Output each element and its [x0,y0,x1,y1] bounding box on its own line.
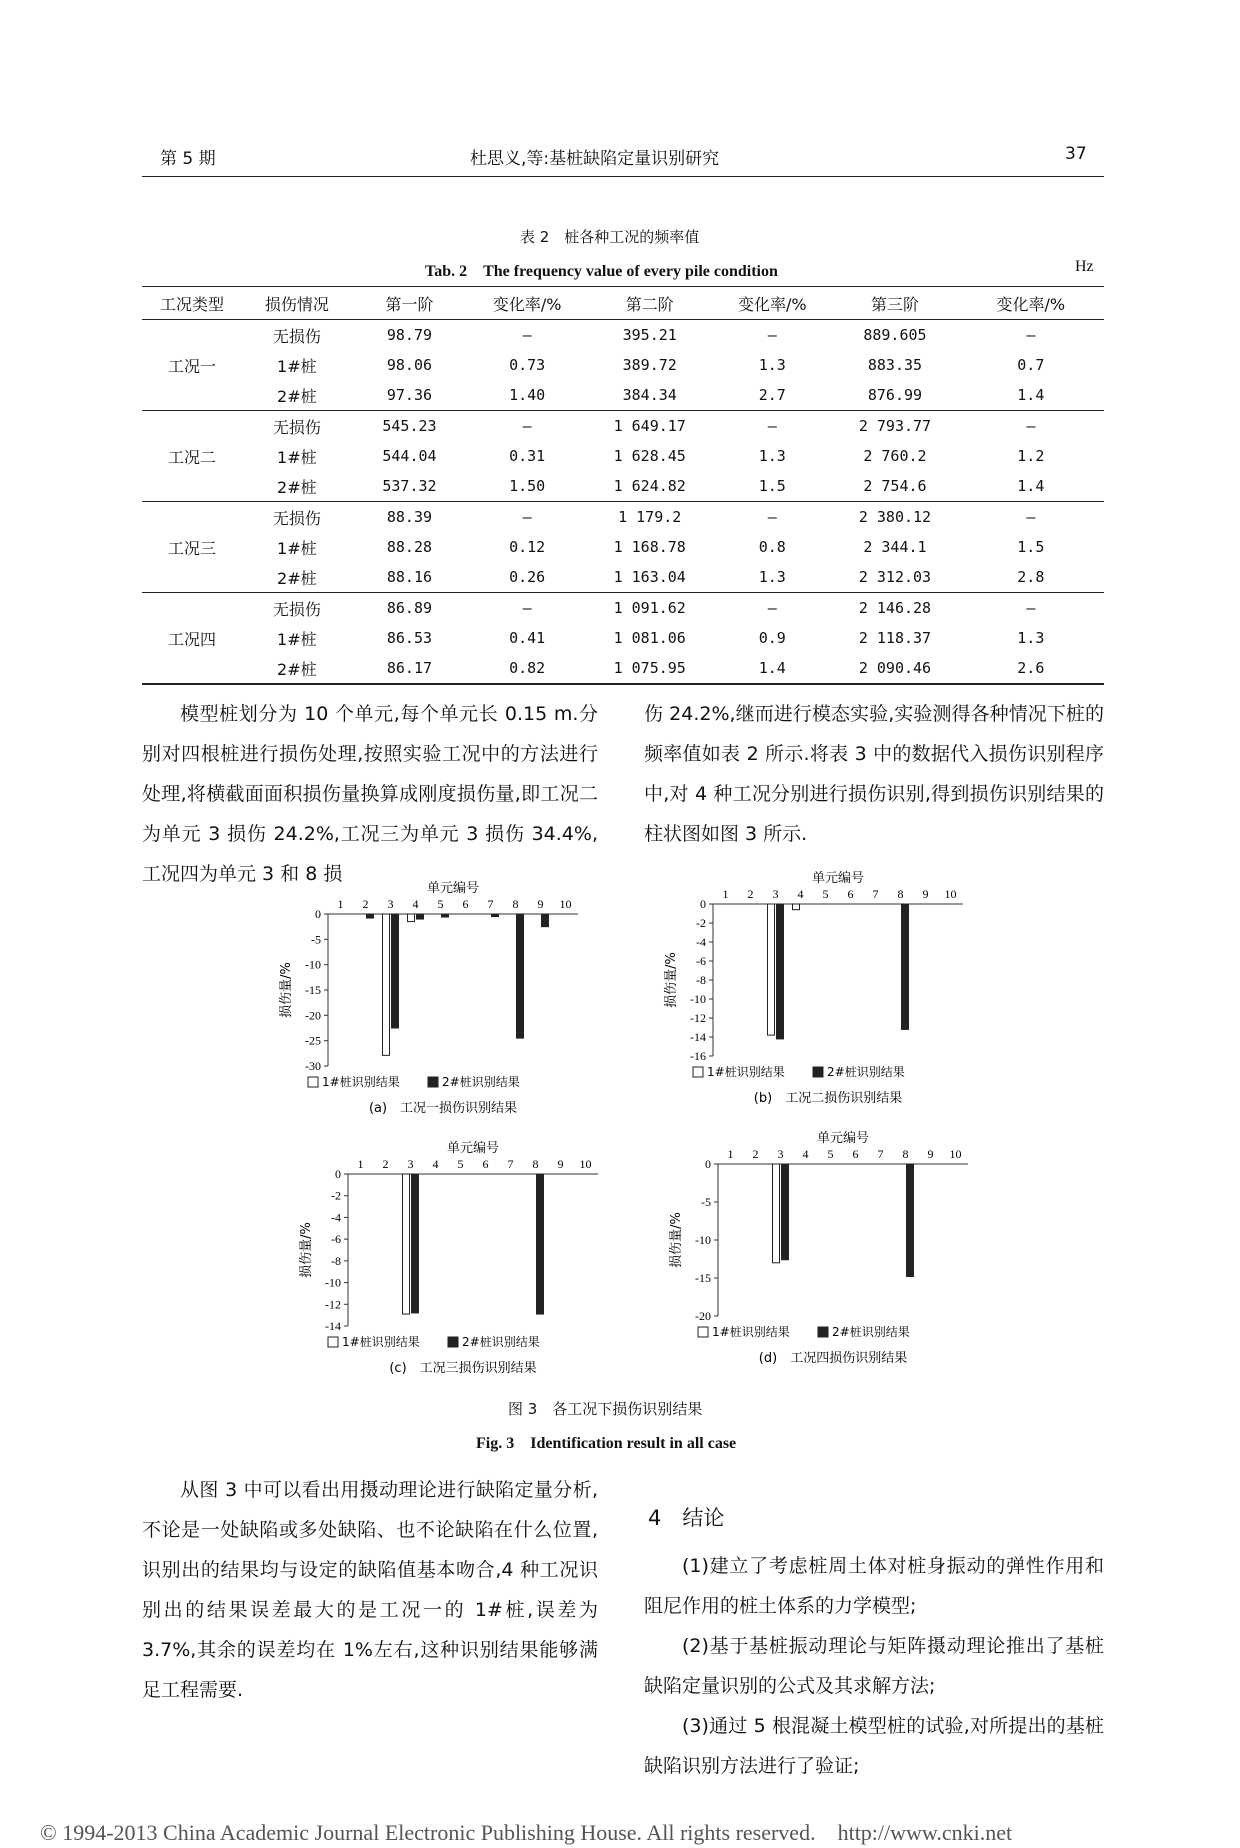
y-tick-label: -14 [325,1319,341,1333]
chart-subtitle: (a) 工况一损伤识别结果 [368,1101,518,1116]
frequency-table [142,286,1104,685]
x-tick-label: 3 [772,887,779,901]
x-tick-label: 8 [902,1147,909,1161]
value-cell: 2 380.12 [858,508,932,526]
y-tick-label: -5 [701,1195,711,1209]
y-tick-label: -10 [695,1233,711,1247]
value-cell: — [1026,508,1036,526]
chart-b [655,870,1035,1125]
x-tick-label: 10 [559,897,572,911]
x-tick-label: 3 [387,897,394,911]
bar-pile2 [537,1174,544,1314]
y-axis-title: 损伤量/% [664,952,679,1008]
table-row [142,350,1104,380]
y-tick-label: 0 [335,1167,341,1181]
x-axis-title: 单元编号 [811,871,865,886]
y-tick-label: -14 [690,1030,706,1044]
table-caption-cn: 表 2 桩各种工况的频率值 [520,228,700,246]
x-tick-label: 1 [727,1147,734,1161]
chart-c [290,1140,660,1385]
value-cell: 98.06 [386,356,433,374]
table-row [142,532,1104,562]
value-cell: 2 090.46 [832,653,957,684]
legend-swatch [308,1077,318,1087]
damage-cell: 无损伤 [272,508,321,528]
x-tick-label: 8 [897,887,904,901]
value-cell: 88.39 [386,508,433,526]
bar-pile2 [367,914,374,918]
value-cell: 1.3 [712,562,832,593]
bar-pile1 [768,904,775,1035]
table-caption-en: Tab. 2 The frequency value of every pile condition [425,263,778,280]
legend-swatch [448,1337,458,1347]
value-cell: — [767,417,777,435]
table-row [142,320,1104,351]
value-cell: 2 793.77 [858,417,932,435]
damage-cell: 无损伤 [272,326,321,346]
value-cell: 2 754.6 [832,471,957,502]
journal-issue: 第 5 期 [160,149,216,169]
figure-caption-cn: 图 3 各工况下损伤识别结果 [508,1400,703,1418]
value-cell: 0.26 [467,562,587,593]
col-header: 第三阶 [832,287,957,320]
y-tick-label: -12 [325,1297,341,1312]
value-cell: — [522,417,532,435]
value-cell: 2.7 [712,380,832,411]
value-cell: 0.82 [467,653,587,684]
value-cell: 1.40 [467,380,587,411]
condition-cell: 工况四 [142,593,242,685]
y-tick-label: -6 [331,1232,341,1247]
bar-pile2 [777,904,784,1039]
value-cell: 1.3 [758,356,786,374]
value-cell: 1.5 [712,471,832,502]
conclusion-1: (1)建立了考虑桩周土体对桩身振动的弹性作用和阻尼作用的桩土体系的力学模型; [644,1555,1104,1617]
table-row [142,471,1104,502]
damage-cell: 1#桩 [277,356,317,376]
damage-cell: 2#桩 [242,471,352,502]
value-cell: 0.31 [509,447,546,465]
x-tick-label: 6 [462,897,469,911]
paragraph-right-1: 伤 24.2%,继而进行模态实验,实验测得各种情况下桩的频率值如表 2 所示.将表 3 中的数据代入损伤识别程序中,对 4 种工况分别进行损伤识别,得到损伤识别结果的柱状图如图 3 所示. [644,703,1104,845]
chart-subtitle: (d) 工况四损伤识别结果 [758,1351,908,1366]
value-cell: 0.73 [509,356,546,374]
y-tick-label: -15 [305,983,321,997]
x-axis-title: 单元编号 [816,1131,870,1146]
y-tick-label: -25 [305,1033,321,1048]
value-cell: 0.12 [509,538,546,556]
conclusion-2: (2)基于基桩振动理论与矩阵摄动理论推出了基桩缺陷定量识别的公式及其求解方法; [644,1635,1104,1697]
running-title: 杜思义,等:基桩缺陷定量识别研究 [470,149,720,169]
table-row [142,562,1104,593]
y-axis-title: 损伤量/% [669,1212,684,1268]
damage-cell: 2#桩 [242,380,352,411]
bar-pile1 [793,904,800,910]
legend-label: 1#桩识别结果 [342,1335,420,1349]
value-cell: 2.8 [958,562,1104,593]
y-axis-title: 损伤量/% [299,1222,314,1278]
value-cell: 88.28 [386,538,433,556]
x-tick-label: 10 [944,887,957,901]
x-tick-label: 3 [777,1147,784,1161]
legend-swatch [328,1337,338,1347]
legend-swatch [693,1067,703,1077]
y-tick-label: -6 [696,954,706,968]
bar-pile2 [492,914,499,917]
y-tick-label: -10 [305,957,321,972]
x-tick-label: 2 [752,1147,759,1161]
y-tick-label: -30 [305,1059,321,1073]
x-tick-label: 5 [437,897,444,911]
value-cell: 1 075.95 [587,653,712,684]
value-cell: — [767,508,777,526]
table-row [142,653,1104,684]
page-number: 37 [1065,144,1087,164]
value-cell: 2.6 [958,653,1104,684]
value-cell: 876.99 [832,380,957,411]
bar-pile2 [442,914,449,917]
value-cell: 0.9 [758,629,786,647]
value-cell: — [1026,599,1036,617]
legend-label: 2#桩识别结果 [462,1335,540,1349]
table-row [142,623,1104,653]
value-cell: 0.41 [509,629,546,647]
x-tick-label: 9 [557,1157,564,1171]
legend-swatch [818,1327,828,1337]
x-tick-label: 2 [382,1157,389,1171]
x-tick-label: 7 [872,887,879,901]
y-tick-label: -12 [690,1011,706,1025]
col-header: 变化率/% [712,287,832,320]
bar-pile2 [412,1174,419,1313]
bar-pile1 [408,914,415,922]
value-cell: 97.36 [352,380,467,411]
value-cell: 2 146.28 [858,599,932,617]
y-tick-label: -15 [695,1271,711,1285]
value-cell: 545.23 [382,417,437,435]
col-header: 变化率/% [958,287,1104,320]
x-tick-label: 3 [407,1157,414,1171]
value-cell: — [522,326,532,344]
legend-label: 2#桩识别结果 [832,1325,910,1339]
legend-label: 2#桩识别结果 [442,1075,520,1089]
table-row [142,411,1104,442]
bar-pile2 [517,914,524,1038]
paragraph-left-1: 模型桩划分为 10 个单元,每个单元长 0.15 m.分别对四根桩进行损伤处理,按照实验工况中的方法进行处理,将横截面面积损伤量换算成刚度损伤量,即工况二为单元 3 损伤 24.2%,工况三为单元 3 损伤 34.4%,工况四为单元 3 和 8 损 [142,703,598,885]
y-tick-label: -10 [325,1275,341,1290]
x-tick-label: 1 [337,897,344,911]
value-cell: — [1026,417,1036,435]
value-cell: 86.89 [386,599,433,617]
y-tick-label: -8 [696,973,706,987]
bar-pile2 [902,904,909,1029]
chart-subtitle: (c) 工况三损伤识别结果 [389,1361,537,1376]
x-tick-label: 8 [532,1157,539,1171]
value-cell: 2 312.03 [832,562,957,593]
value-cell: 1 081.06 [613,629,686,647]
value-cell: 1 091.62 [613,599,686,617]
value-cell: 98.79 [386,326,433,344]
x-tick-label: 10 [579,1157,592,1171]
figure-caption-en: Fig. 3 Identification result in all case [476,1435,737,1452]
legend-label: 1#桩识别结果 [322,1075,400,1089]
y-tick-label: -10 [690,992,706,1006]
bar-pile1 [403,1174,410,1314]
value-cell: 384.34 [587,380,712,411]
value-cell: 88.16 [352,562,467,593]
x-tick-label: 5 [822,887,829,901]
value-cell: 1 649.17 [613,417,686,435]
value-cell: 1.4 [712,653,832,684]
conclusion-3: (3)通过 5 根混凝土模型桩的试验,对所提出的基桩缺陷识别方法进行了验证; [644,1715,1104,1777]
value-cell: — [1026,326,1036,344]
value-cell: — [767,599,777,617]
value-cell: — [522,508,532,526]
y-tick-label: 0 [700,897,706,911]
value-cell: 1 628.45 [613,447,686,465]
bar-pile2 [417,914,424,919]
table-unit: Hz [1075,258,1094,275]
x-tick-label: 1 [722,887,729,901]
condition-cell: 工况一 [142,320,242,411]
x-axis-title: 单元编号 [426,881,480,896]
value-cell: 537.32 [352,471,467,502]
value-cell: 544.04 [382,447,437,465]
value-cell: 1.4 [958,380,1104,411]
col-header: 工况类型 [142,287,242,320]
value-cell: 0.7 [1017,356,1045,374]
value-cell: 883.35 [867,356,923,374]
table-row [142,441,1104,471]
y-tick-label: 0 [315,907,321,921]
table-row [142,593,1104,624]
y-tick-label: 0 [705,1157,711,1171]
condition-cell: 工况三 [142,502,242,593]
x-tick-label: 5 [457,1157,464,1171]
value-cell: 0.8 [758,538,786,556]
damage-cell: 2#桩 [242,562,352,593]
y-tick-label: -2 [331,1188,341,1203]
value-cell: 1.4 [958,471,1104,502]
bar-pile1 [383,914,390,1055]
x-tick-label: 4 [797,887,804,901]
value-cell: 1.5 [1017,538,1045,556]
y-tick-label: -8 [331,1253,341,1268]
legend-label: 1#桩识别结果 [712,1325,790,1339]
bar-pile1 [773,1164,780,1263]
damage-cell: 1#桩 [277,629,317,649]
damage-cell: 无损伤 [272,599,321,619]
header-rule [142,176,1104,177]
section-title: 4 结论 [648,1506,725,1530]
table-row [142,380,1104,411]
value-cell: 1.3 [758,447,786,465]
value-cell: 2 344.1 [863,538,927,556]
value-cell: 86.53 [386,629,433,647]
bar-pile2 [392,914,399,1028]
paragraph-left-2: 从图 3 中可以看出用摄动理论进行缺陷定量分析,不论是一处缺陷或多处缺陷、也不论缺陷在什么位置,识别出的结果均与设定的缺陷值基本吻合,4 种工况识别出的结果误差最大的是工况一的 1#桩,误差为 3.7%,其余的误差均在 1%左右,这种识别结果能够满足工程需要. [142,1479,598,1701]
copyright-footer: © 1994-2013 China Academic Journal Electronic Publishing House. All rights reserved. http://www.cnki.net [40,1820,1013,1845]
legend-swatch [428,1077,438,1087]
value-cell: 1 168.78 [613,538,686,556]
x-tick-label: 9 [922,887,929,901]
y-tick-label: -5 [311,932,321,947]
value-cell: 1 179.2 [618,508,682,526]
damage-cell: 1#桩 [277,538,317,558]
y-tick-label: -2 [696,916,706,930]
x-tick-label: 2 [362,897,369,911]
x-tick-label: 2 [747,887,754,901]
value-cell: 1.3 [1017,629,1045,647]
value-cell: 86.17 [352,653,467,684]
x-tick-label: 5 [827,1147,834,1161]
x-tick-label: 7 [487,897,494,911]
value-cell: 2 118.37 [858,629,932,647]
table-row [142,502,1104,533]
x-tick-label: 6 [847,887,854,901]
damage-cell: 1#桩 [277,447,317,467]
chart-a [270,880,650,1125]
x-tick-label: 10 [949,1147,962,1161]
value-cell: 1 163.04 [587,562,712,593]
y-tick-label: -16 [690,1049,706,1063]
x-tick-label: 6 [852,1147,859,1161]
value-cell: 1.2 [1017,447,1045,465]
col-header: 损伤情况 [242,287,352,320]
x-tick-label: 7 [507,1157,514,1171]
x-tick-label: 4 [802,1147,809,1161]
legend-label: 1#桩识别结果 [707,1065,785,1079]
x-tick-label: 1 [357,1157,364,1171]
chart-subtitle: (b) 工况二损伤识别结果 [753,1091,903,1106]
legend-label: 2#桩识别结果 [827,1065,905,1079]
x-tick-label: 7 [877,1147,884,1161]
value-cell: 395.21 [622,326,677,344]
value-cell: 1.50 [467,471,587,502]
damage-cell: 无损伤 [272,417,321,437]
y-tick-label: -20 [305,1008,321,1023]
value-cell: 1 624.82 [587,471,712,502]
value-cell: — [522,599,532,617]
chart-d [660,1130,1040,1385]
legend-swatch [813,1067,823,1077]
value-cell: — [767,326,777,344]
bar-pile2 [782,1164,789,1260]
x-tick-label: 6 [482,1157,489,1171]
x-tick-label: 4 [432,1157,439,1171]
value-cell: 389.72 [622,356,677,374]
x-tick-label: 8 [512,897,519,911]
value-cell: 889.605 [863,326,927,344]
y-tick-label: -4 [696,935,706,949]
col-header: 第二阶 [587,287,712,320]
bar-pile2 [542,914,549,927]
x-axis-title: 单元编号 [446,1141,500,1156]
damage-cell: 2#桩 [242,653,352,684]
col-header: 变化率/% [467,287,587,320]
condition-cell: 工况二 [142,411,242,502]
y-tick-label: -4 [331,1210,341,1225]
value-cell: 2 760.2 [863,447,927,465]
x-tick-label: 9 [927,1147,934,1161]
col-header: 第一阶 [352,287,467,320]
table-header-row [142,287,1104,320]
legend-swatch [698,1327,708,1337]
y-tick-label: -20 [695,1309,711,1323]
x-tick-label: 4 [412,897,419,911]
x-tick-label: 9 [537,897,544,911]
bar-pile2 [907,1164,914,1276]
y-axis-title: 损伤量/% [279,962,294,1018]
